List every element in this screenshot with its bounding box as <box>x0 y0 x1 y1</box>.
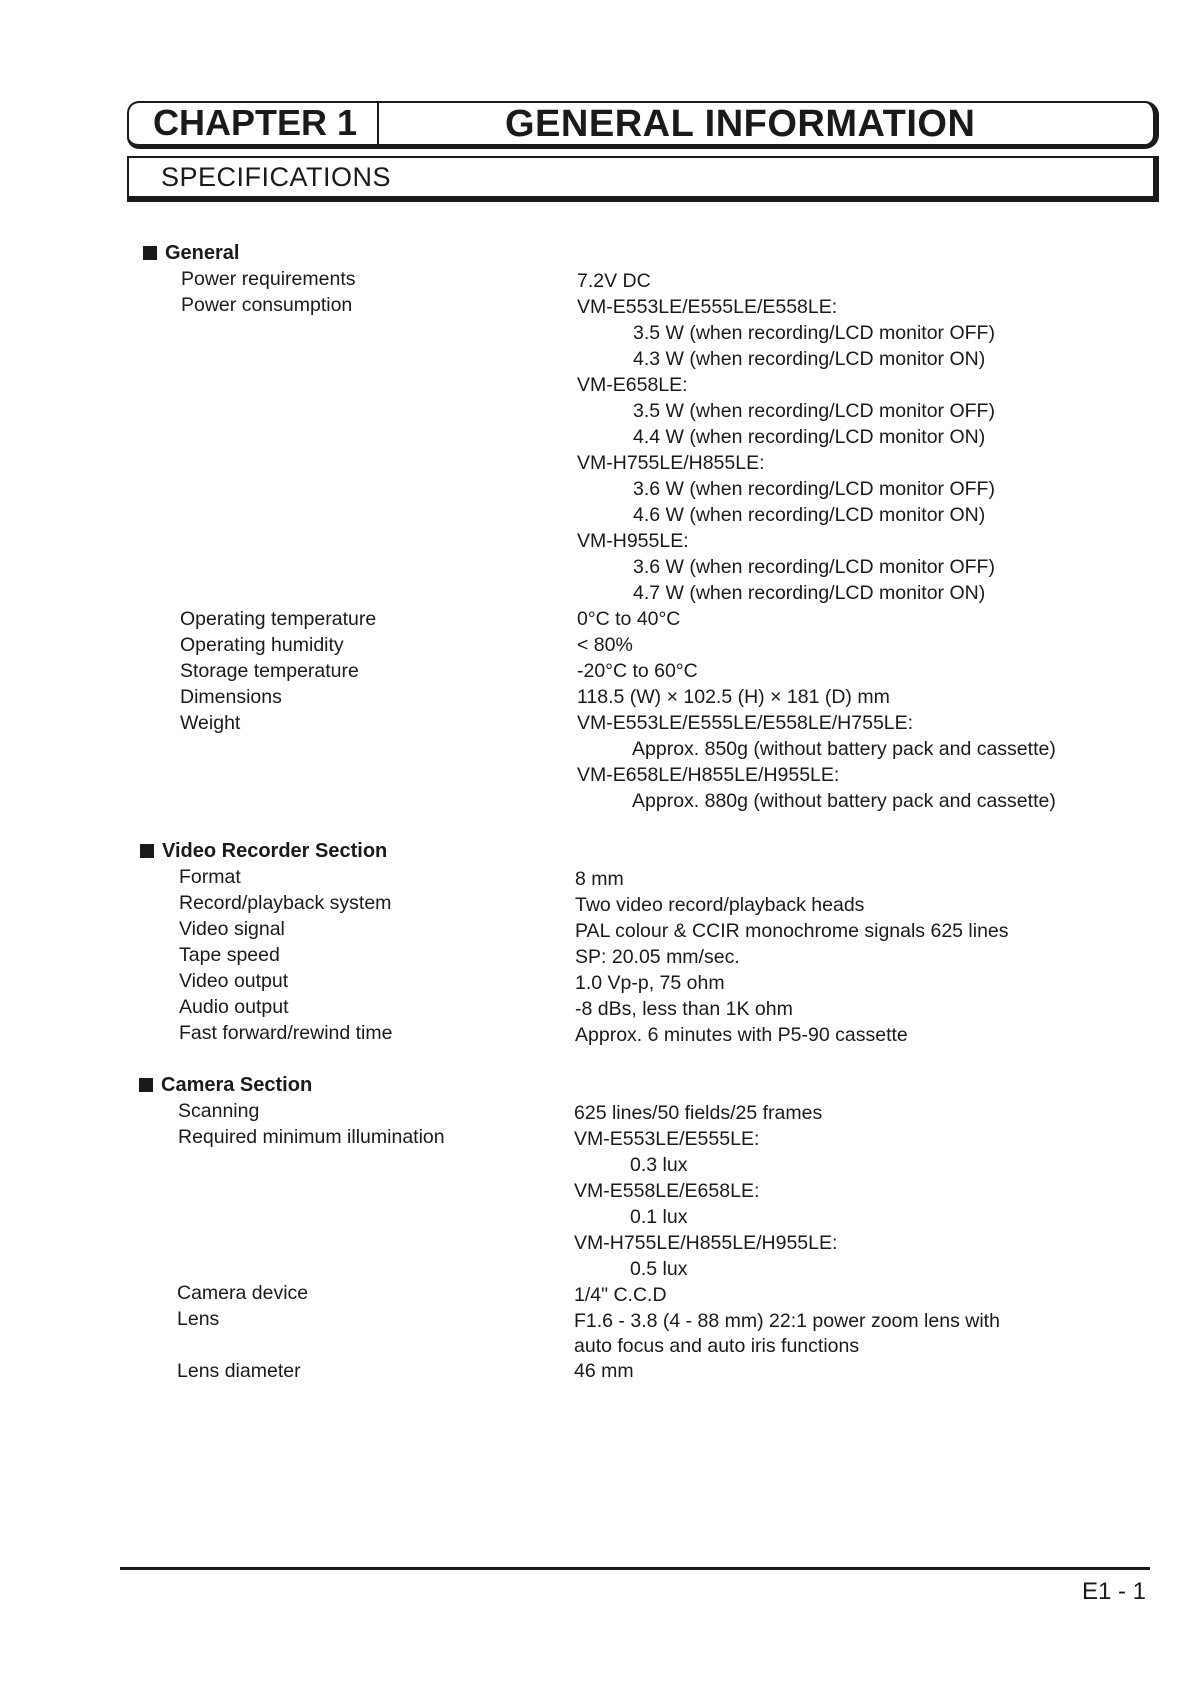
spec-value: VM-E658LE/H855LE/H955LE: <box>577 764 840 786</box>
spec-value: 3.5 W (when recording/LCD monitor OFF) <box>633 322 995 344</box>
spec-value: 3.5 W (when recording/LCD monitor OFF) <box>633 400 995 422</box>
spec-value: VM-E558LE/E658LE: <box>574 1180 760 1202</box>
square-bullet-icon <box>139 1078 153 1092</box>
spec-value: 1.0 Vp-p, 75 ohm <box>575 972 725 994</box>
spec-label: Operating temperature <box>180 608 377 630</box>
spec-value: VM-H955LE: <box>577 530 689 552</box>
spec-label: Record/playback system <box>179 892 392 914</box>
spec-value: 4.6 W (when recording/LCD monitor ON) <box>633 504 986 526</box>
chapter-header <box>127 101 1159 149</box>
spec-value: Approx. 6 minutes with P5-90 cassette <box>575 1024 908 1046</box>
spec-value: 4.4 W (when recording/LCD monitor ON) <box>633 426 986 448</box>
spec-label: Weight <box>180 712 241 734</box>
spec-value: Approx. 880g (without battery pack and cassette) <box>632 790 1056 812</box>
spec-label: Video signal <box>179 918 285 940</box>
spec-value: 118.5 (W) × 102.5 (H) × 181 (D) mm <box>577 686 890 708</box>
spec-label: Operating humidity <box>180 634 344 656</box>
footer-divider <box>120 1567 1150 1570</box>
section-header <box>127 156 1159 202</box>
spec-value: 0.3 lux <box>630 1154 688 1176</box>
section-heading-camera: Camera Section <box>139 1072 312 1098</box>
spec-value: 4.3 W (when recording/LCD monitor ON) <box>633 348 986 370</box>
spec-value: VM-E553LE/E555LE/E558LE: <box>577 296 838 318</box>
chapter-title: GENERAL INFORMATION <box>505 103 976 145</box>
spec-label: Power requirements <box>181 268 356 290</box>
spec-value: -8 dBs, less than 1K ohm <box>575 998 793 1020</box>
spec-value: 0°C to 40°C <box>577 608 681 630</box>
spec-value: VM-E553LE/E555LE/E558LE/H755LE: <box>577 712 914 734</box>
spec-value: 0.1 lux <box>630 1206 688 1228</box>
spec-value: VM-H755LE/H855LE: <box>577 452 765 474</box>
spec-label: Tape speed <box>179 944 280 966</box>
spec-value: 46 mm <box>574 1360 634 1382</box>
section-title: SPECIFICATIONS <box>161 162 392 192</box>
spec-value: Approx. 850g (without battery pack and cassette) <box>632 738 1056 760</box>
spec-value: VM-E658LE: <box>577 374 688 396</box>
spec-value: 0.5 lux <box>630 1258 688 1280</box>
spec-value: SP: 20.05 mm/sec. <box>575 946 740 968</box>
chapter-label: CHAPTER 1 <box>129 103 379 144</box>
spec-label: Storage temperature <box>180 660 359 682</box>
spec-label: Lens <box>177 1308 220 1330</box>
spec-value: 3.6 W (when recording/LCD monitor OFF) <box>633 556 995 578</box>
spec-value: -20°C to 60°C <box>577 660 698 682</box>
spec-value: 4.7 W (when recording/LCD monitor ON) <box>633 582 986 604</box>
spec-value: 8 mm <box>575 868 624 890</box>
spec-label: Scanning <box>178 1100 260 1122</box>
spec-value: 1/4" C.C.D <box>574 1284 667 1306</box>
spec-value: VM-E553LE/E555LE: <box>574 1128 760 1150</box>
spec-label: Format <box>179 866 241 888</box>
spec-value: auto focus and auto iris functions <box>574 1335 860 1357</box>
section-heading-general: General <box>143 240 239 266</box>
spec-label: Audio output <box>179 996 289 1018</box>
spec-value: 3.6 W (when recording/LCD monitor OFF) <box>633 478 995 500</box>
spec-value: F1.6 - 3.8 (4 - 88 mm) 22:1 power zoom lens with <box>574 1310 1000 1332</box>
spec-value: VM-H755LE/H855LE/H955LE: <box>574 1232 838 1254</box>
square-bullet-icon <box>143 246 157 260</box>
spec-value: < 80% <box>577 634 633 656</box>
spec-value: 625 lines/50 fields/25 frames <box>574 1102 823 1124</box>
spec-label: Fast forward/rewind time <box>179 1022 393 1044</box>
spec-label: Required minimum illumination <box>178 1126 445 1148</box>
page-number: E1 - 1 <box>1082 1578 1147 1605</box>
spec-value: 7.2V DC <box>577 270 651 292</box>
spec-label: Dimensions <box>180 686 282 708</box>
spec-value: Two video record/playback heads <box>575 894 865 916</box>
spec-label: Video output <box>179 970 289 992</box>
spec-label: Camera device <box>177 1282 309 1304</box>
spec-value: PAL colour & CCIR monochrome signals 625 lines <box>575 920 1009 942</box>
spec-label: Power consumption <box>181 294 353 316</box>
square-bullet-icon <box>140 844 154 858</box>
spec-label: Lens diameter <box>177 1360 301 1382</box>
section-heading-video-recorder: Video Recorder Section <box>140 838 387 864</box>
